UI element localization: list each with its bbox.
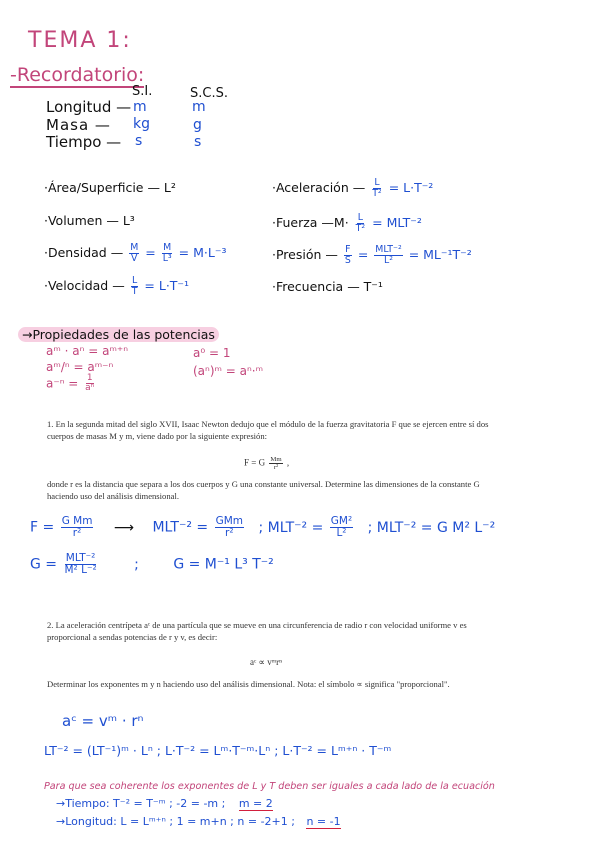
potencia-rule-1: aᵐ · aⁿ = aᵐ⁺ⁿ bbox=[46, 344, 129, 358]
fraction-m-v bbox=[129, 243, 139, 264]
den: T² bbox=[355, 222, 366, 234]
col-si: S.I. bbox=[132, 84, 153, 99]
dim-fuerza bbox=[272, 213, 422, 234]
fraction-f-s bbox=[344, 245, 352, 266]
unit-si-tiempo: s bbox=[135, 133, 143, 149]
num: F bbox=[345, 244, 351, 255]
densidad-tail: = M·L⁻³ bbox=[178, 244, 227, 260]
fraction-mm-r2 bbox=[269, 456, 282, 471]
fuerza-tail: = MLT⁻² bbox=[372, 214, 422, 230]
densidad-label: ·Densidad — bbox=[44, 244, 124, 260]
s1-left: F = bbox=[30, 519, 55, 536]
unit-si-masa: kg bbox=[133, 116, 150, 132]
s2-left: MLT⁻² = bbox=[152, 519, 209, 536]
solution2-line2: LT⁻² = (LT⁻¹)ᵐ · Lⁿ ; L·T⁻² = Lᵐ·T⁻ᵐ·Lⁿ ; L·T⁻² = Lᵐ⁺ⁿ · T⁻ᵐ bbox=[44, 743, 392, 758]
fraction-l-t2 bbox=[355, 213, 366, 234]
col-scs: S.C.S. bbox=[190, 86, 228, 101]
den: T bbox=[131, 285, 138, 297]
tiempo-line: →Tiempo: T⁻² = T⁻ᵐ ; -2 = -m ; bbox=[56, 797, 226, 810]
num: L bbox=[374, 177, 380, 188]
fraction-m-l3 bbox=[162, 243, 173, 264]
p1f-left: F = G bbox=[244, 457, 266, 468]
s5-left: G = bbox=[30, 556, 58, 573]
dim-presion: ·Presión — $\frac{F}{S}$ = $\frac{\text{MLT⁻²}}{\text{L²}}$ = ML⁻¹T⁻² bbox=[272, 244, 472, 266]
dim-aceleracion bbox=[272, 178, 433, 199]
num: MLT⁻² bbox=[65, 552, 96, 564]
solution1-line2 bbox=[30, 553, 274, 576]
fraction-mlt-l2 bbox=[374, 245, 402, 266]
den: r² bbox=[72, 527, 82, 540]
s3-left: ; MLT⁻² = bbox=[258, 519, 324, 536]
section-heading-recordatorio: -Recordatorio: bbox=[10, 64, 145, 86]
num: Mm bbox=[270, 456, 282, 463]
den: S bbox=[344, 254, 351, 266]
unit-name-longitud: Longitud — bbox=[46, 98, 132, 116]
num: GM² bbox=[330, 515, 353, 527]
p1f-end: , bbox=[286, 457, 290, 468]
den: V bbox=[131, 252, 138, 264]
den: M² L⁻² bbox=[64, 564, 97, 577]
den: L³ bbox=[162, 252, 172, 264]
potencia-rule-4: a⁰ = 1 bbox=[193, 346, 231, 360]
num: MLT⁻² bbox=[375, 244, 402, 255]
fraction-l-t2 bbox=[371, 178, 382, 199]
dim-area: ·Área/Superficie — L² bbox=[44, 180, 176, 195]
presion-label: ·Presión — bbox=[272, 246, 338, 262]
s5-sep: ; bbox=[134, 556, 139, 573]
unit-scs-masa: g bbox=[193, 117, 202, 133]
longitud-result: n = -1 bbox=[306, 815, 341, 828]
fraction-gmm-r2 bbox=[61, 516, 94, 539]
aceleracion-tail: = L·T⁻² bbox=[388, 179, 434, 195]
problem2-formula: aᶜ ∝ vᵐrⁿ bbox=[250, 657, 282, 667]
dim-frecuencia: ·Frecuencia — T⁻¹ bbox=[272, 279, 383, 294]
den: L² bbox=[336, 527, 347, 540]
unit-name-masa: Masa — bbox=[46, 116, 111, 134]
solution2-longitud bbox=[56, 815, 341, 828]
dim-velocidad bbox=[44, 276, 189, 297]
fraction-gmm-r2-b bbox=[215, 516, 244, 539]
potencia-rule-2: aᵐ/ⁿ = aᵐ⁻ⁿ bbox=[46, 360, 114, 374]
unit-si-longitud: m bbox=[133, 99, 147, 115]
potencia-rule-3 bbox=[46, 374, 97, 394]
dim-volumen: ·Volumen — L³ bbox=[44, 213, 135, 228]
aceleracion-label: ·Aceleración — bbox=[272, 179, 366, 195]
potencias-heading bbox=[18, 327, 219, 342]
num: L bbox=[357, 212, 364, 223]
page-title: TEMA 1: bbox=[28, 28, 132, 53]
num: GMm bbox=[215, 515, 244, 527]
longitud-line: →Longitud: L = Lᵐ⁺ⁿ ; 1 = m+n ; n = -2+1 ; bbox=[56, 815, 295, 828]
fraction-1-an bbox=[84, 374, 95, 394]
den: r² bbox=[273, 464, 279, 472]
den: aⁿ bbox=[85, 383, 95, 394]
potencia-rule-5: (aⁿ)ᵐ = aⁿ·ᵐ bbox=[193, 364, 264, 378]
dim-densidad: ·Densidad — $\frac{M}{V}$ = $\frac{M}{\text{L³}}$ = M·L⁻³ bbox=[44, 242, 227, 264]
fraction-mlt-m2l bbox=[63, 553, 97, 576]
problem1-explain: donde r es la distancia que separa a los dos cuerpos y G una constante universal. Determine las dimensiones de la constante G haciendo uso del análisis dimensional. bbox=[47, 479, 480, 501]
num: L bbox=[131, 275, 138, 286]
velocidad-label: ·Velocidad — bbox=[44, 277, 125, 293]
arrow: ⟶ bbox=[113, 519, 134, 536]
den: r² bbox=[225, 527, 234, 540]
solution2-note: Para que sea coherente los exponentes de L y T deben ser iguales a cada lado de la ecuación bbox=[44, 781, 495, 792]
num: M bbox=[163, 242, 172, 253]
problem1-statement: 1. En la segunda mitad del siglo XVII, Isaac Newton dedujo que el módulo de la fuerza gravitatoria F que se ejercen entre sí dos cuerpos de masas M y m, viene dado por la siguiente expresión: bbox=[47, 419, 489, 441]
problem2-explain: Determinar los exponentes m y n haciendo uso del análisis dimensional. Nota: el símbolo ∝ significa "proporcional". bbox=[47, 679, 450, 689]
presion-tail: = ML⁻¹T⁻² bbox=[408, 246, 472, 262]
unit-scs-tiempo: s bbox=[194, 134, 202, 150]
unit-name-tiempo: Tiempo — bbox=[46, 133, 122, 151]
fuerza-label: ·Fuerza —M· bbox=[272, 214, 349, 230]
solution2-tiempo bbox=[56, 797, 273, 810]
s6: G = M⁻¹ L³ T⁻² bbox=[173, 556, 274, 573]
num: 1 bbox=[86, 373, 93, 383]
solution2-line1: aᶜ = vᵐ · rⁿ bbox=[62, 712, 144, 730]
solution1-line1 bbox=[30, 516, 495, 539]
p3-left: a⁻ⁿ = bbox=[46, 376, 79, 391]
problem2-statement: 2. La aceleración centrípeta aᶜ de una partícula que se mueve en una circunferencia de radio r con velocidad uniforme v es proporcional a sendas potencias de r y v, es decir: bbox=[47, 620, 467, 642]
potencias-heading-text: →Propiedades de las potencias bbox=[18, 327, 219, 342]
fraction-gm2-l2 bbox=[330, 516, 353, 539]
num: G Mm bbox=[61, 515, 93, 527]
s4: ; MLT⁻² = G M² L⁻² bbox=[367, 519, 496, 536]
num: M bbox=[130, 242, 139, 253]
velocidad-tail: = L·T⁻¹ bbox=[144, 277, 190, 293]
tiempo-result: m = 2 bbox=[238, 797, 273, 810]
unit-scs-longitud: m bbox=[192, 99, 206, 115]
fraction-l-t bbox=[131, 276, 139, 297]
problem1-formula bbox=[244, 456, 289, 471]
den: L² bbox=[384, 254, 393, 266]
den: T² bbox=[372, 187, 382, 199]
